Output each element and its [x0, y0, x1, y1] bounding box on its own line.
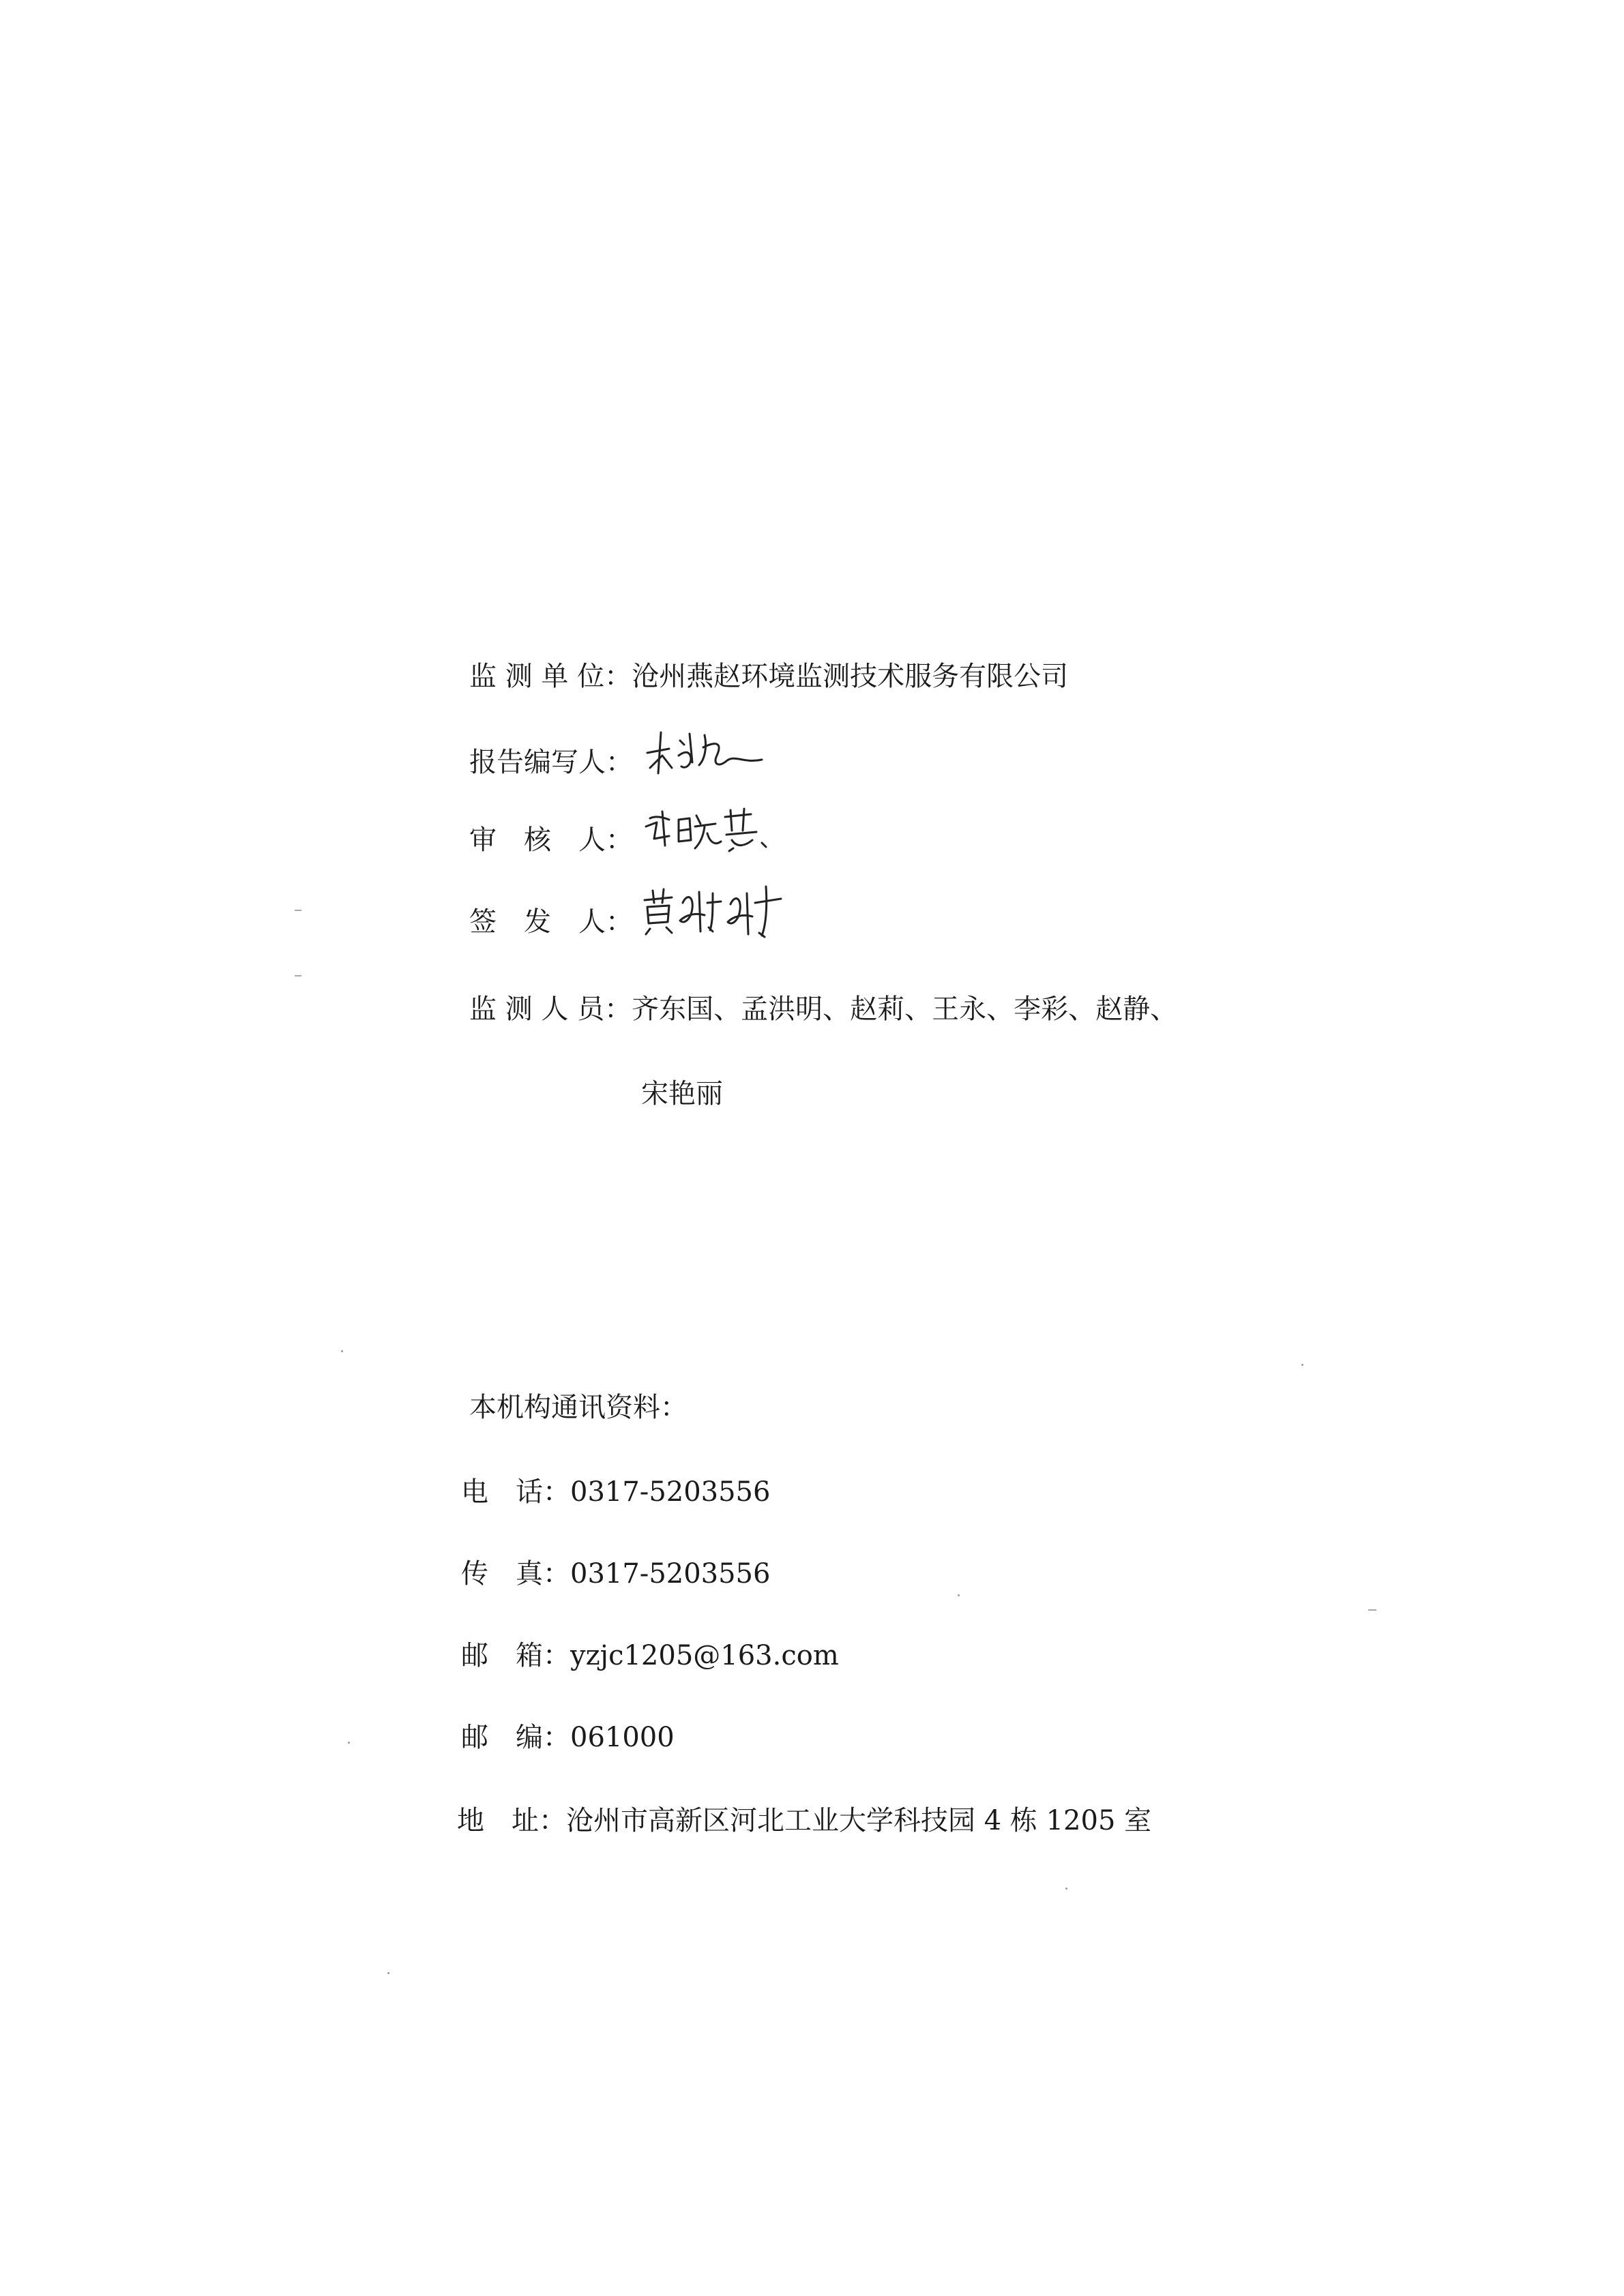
reviewer-signature	[642, 803, 771, 858]
monitoring-staff-row	[469, 996, 1177, 1023]
reviewer-label: 审 核 人：	[469, 824, 633, 856]
monitoring-unit-value: 沧州燕赵环境监测技术服务有限公司	[632, 661, 1069, 692]
postcode-label: 邮 编：	[461, 1722, 570, 1753]
fax-row	[461, 1558, 771, 1590]
phone-value: 0317-5203556	[570, 1476, 771, 1508]
phone-label: 电 话：	[461, 1476, 570, 1508]
issuer-row	[469, 907, 806, 941]
postcode-row	[461, 1724, 675, 1751]
monitoring-staff-names-line2: 宋艳丽	[641, 1078, 723, 1109]
address-value: 沧州市高新区河北工业大学科技园 4 栋 1205 室	[566, 1805, 1152, 1836]
postcode-value: 061000	[570, 1722, 675, 1753]
scan-speck	[387, 1972, 389, 1974]
reviewer-row	[469, 826, 771, 858]
fax-label: 传 真：	[461, 1558, 570, 1590]
monitoring-staff-label: 监 测 人 员：	[469, 994, 632, 1025]
scan-speck	[341, 1350, 343, 1352]
scan-speck	[1301, 1364, 1303, 1366]
phone-row	[461, 1478, 770, 1506]
monitoring-unit-row	[469, 663, 1068, 690]
fax-value: 0317-5203556	[570, 1558, 771, 1590]
address-row	[457, 1807, 1151, 1834]
scan-speck	[295, 975, 301, 976]
scan-speck	[348, 1742, 350, 1744]
monitoring-staff-names-line1: 齐东国、孟洪明、赵莉、王永、李彩、赵静、	[632, 994, 1178, 1025]
issuer-label: 签 发 人：	[469, 906, 633, 938]
issuer-signature	[642, 880, 806, 941]
scan-speck	[1065, 1888, 1067, 1890]
monitoring-unit-label: 监 测 单 位：	[469, 661, 632, 692]
scan-speck	[295, 910, 301, 911]
scan-speck	[958, 1594, 960, 1596]
contact-heading: 本机构通讯资料：	[469, 1392, 688, 1423]
report-writer-label: 报告编写人：	[469, 747, 633, 778]
report-writer-row	[469, 747, 771, 781]
scan-speck	[1368, 1609, 1376, 1611]
email-value: yzjc1205@163.com	[570, 1640, 839, 1671]
address-label: 地 址：	[457, 1805, 566, 1836]
email-label: 邮 箱：	[461, 1640, 570, 1671]
report-writer-signature	[642, 720, 771, 781]
email-row	[461, 1642, 839, 1669]
